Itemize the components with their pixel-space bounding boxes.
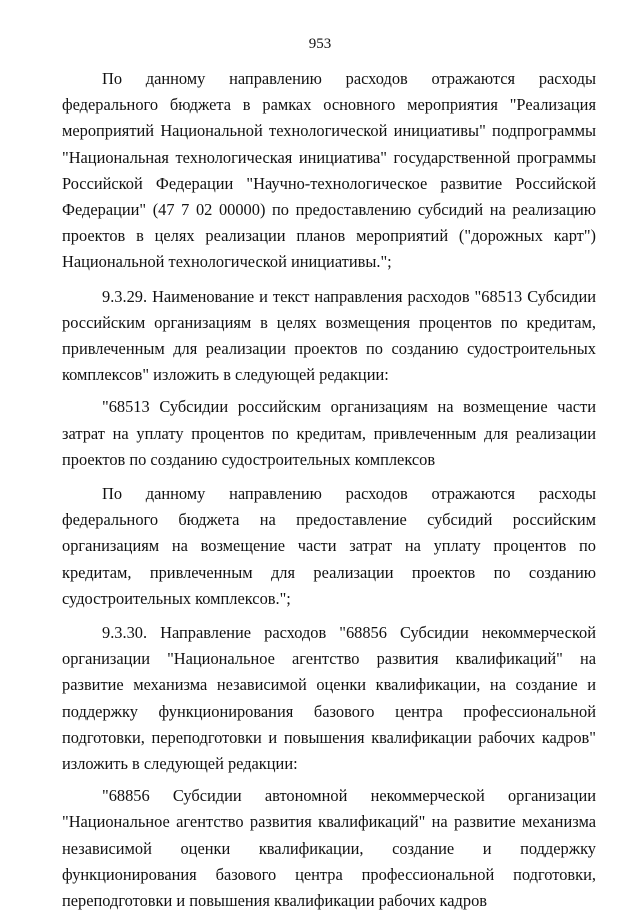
paragraph-68513-description: По данному направлению расходов отражаются расходы федерального бюджета на предоставление субсидий российским организациям на возмещение части затрат на уплату процентов по кредитам, привлеченным для реализации проектов по созданию судостроительных комплексов."; [62,484,596,608]
paragraph-item-9-3-30: 9.3.30. Направление расходов "68856 Субсидии некоммерческой организации "Национальное агентство развития квалификаций" на развитие механизма независимой оценки квалификации, на создание и поддержку функционирования базового центра профессиональной подготовки, переподготовки и повышения квалификации рабочих кадров" изложить в следующей редакции: [62,623,596,774]
page-number: 953 [308,36,332,52]
document-body [62,66,596,914]
paragraph-quote-68513: "68513 Субсидии российским организациям на возмещение части затрат на уплату процентов по кредитам, привлеченным для реализации проектов по созданию судостроительных комплексов [62,397,596,469]
paragraph-item-9-3-29: 9.3.29. Наименование и текст направления расходов "68513 Субсидии российским организациям в целях возмещения процентов по кредитам, привлеченным для реализации проектов по созданию судостроительных комплексов" изложить в следующей редакции: [62,286,596,385]
paragraph-expense-description: По данному направлению расходов отражаются расходы федерального бюджета в рамках основного мероприятия "Реализация мероприятий Национальной технологической инициативы" подпрограммы "Национальная технологическая инициатива" государственной программы Российской Федерации "Научно-технологическое развитие Российской Федерации" (47 7 02 00000) по предоставлению субсидий на реализацию проектов в целях реализации планов мероприятий ("дорожных карт") Национальной технологической инициативы."; [62,69,596,272]
paragraph-quote-68856: "68856 Субсидии автономной некоммерческой организации "Национальное агентство развития квалификаций" на развитие механизма независимой оценки квалификации, создание и поддержку функционирования базового центра профессиональной подготовки, переподготовки и повышения квалификации рабочих кадров [62,786,596,911]
